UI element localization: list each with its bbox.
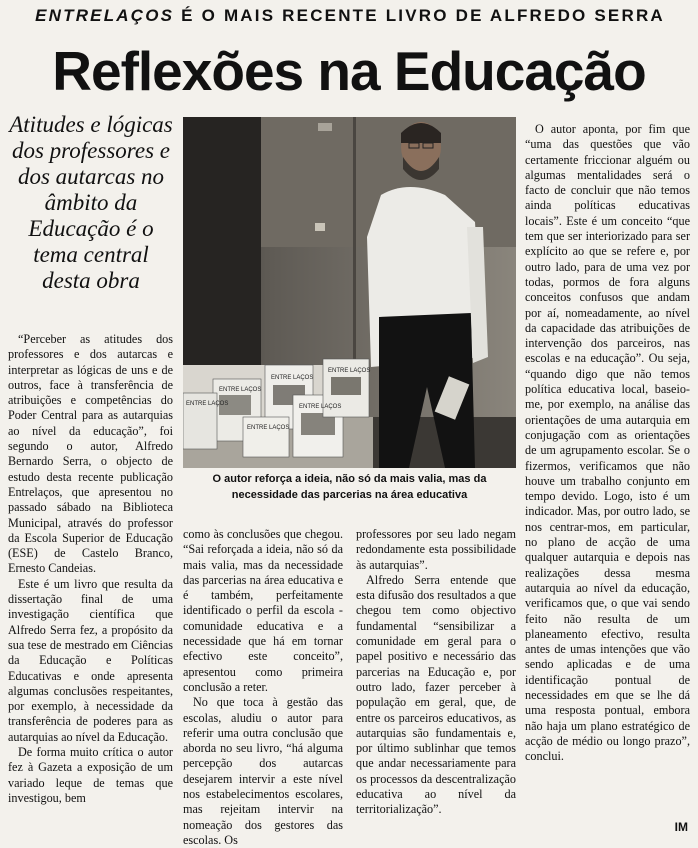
book-label: ENTRE LAÇOS	[219, 387, 262, 393]
headline: Reflexões na Educação	[52, 40, 646, 102]
author-photo	[183, 117, 516, 468]
article-column-2	[183, 527, 343, 848]
paragraph: O autor aponta, por fim que “uma das questões que vão certamente friccionar alguém ou algumas mentalidades será o facto de concluir que não temos ainda políticas educativas locais”. Este é um conceito “que tem que ser interiorizado para ser explícito ao que se refere e, por outro lado, para de uma vez por todas, pormos de fora alguns conceitos confusos que andam por aí, nomeadamente, ao nível da capacidade das atribuições de intervenção dos parceiros, nas escolas e na educação”. Ou seja, “quando digo que não temos política educativa local, baseio-me, por exemplo, na análise das orientações de uma autarquia em conjugação com as orientações de um agrupamento escolar. Se o fizermos, verificamos que não houve um trabalho conjunto em tempo devido. Logo, isto é um indicador. Mas, por outro lado, se nos centrar-mos, em particular, no plano de acção de uma qualquer autarquia e depois nas realizações dessa mesma autarquia ao nível da educação, verificamos que, o que vai sendo feito não resulta de um planeamento efectivo, resulta antes de umas intenções que vão sendo aplicadas e de uma identificação pontual de necessidades em que se lhe dá uma resposta pontual, embora não haja um plano estratégico de acção de médio ou longo prazo”, conclui.	[525, 122, 690, 764]
book-label: ENTRE LAÇOS	[247, 425, 290, 431]
article-column-4	[525, 122, 690, 764]
photo-caption: O autor reforça a ideia, não só da mais valia, mas da necessidade das parcerias na área educativa	[212, 473, 487, 501]
photo-illustration	[183, 117, 516, 468]
book-label: ENTRE LAÇOS	[328, 368, 371, 374]
article-column-1	[8, 332, 173, 806]
paragraph: Alfredo Serra entende que esta difusão dos resultados a que chegou tem como objectivo fundamental “sensibilizar a comunidade em geral para o papel positivo e necessário das parcerias na Educação e, por outro lado, fazer perceber à população em geral, que, de entre os parceiros educativos, as autarquias são fundamentais e, por último sublinhar que temos que andar necessariamente para os processos da descentralização educativa ao nível da territorialização”.	[356, 572, 516, 817]
paragraph: como às conclusões que chegou. “Sai reforçada a ideia, não só da mais valia, mas da necessidade das parcerias na área educativa e é também, perfeitamente identificado o perfil da escola - comunidade educativa e a necessidade que há em tornar efectivo este conceito”, apresentou como primeira conclusão a reter.	[183, 527, 343, 694]
deck: Atitudes e lógicas dos professores e dos autarcas no âmbito da Educação é o tema central desta obra	[9, 112, 173, 293]
article-column-3	[356, 527, 516, 818]
paragraph: professores por seu lado negam redondamente esta possibilidade às autarquias”.	[356, 527, 516, 572]
paragraph: “Perceber as atitudes dos professores e dos autarcas e interpretar as lógicas de uns e de outros, face à transferência de atribuições e competências do Poder Central para as autarquias ao nível da educação”, foi segundo o autor, Alfredo Bernardo Serra, o objecto de estudo desta recente publicação Entrelaços, que apresentou no passado sábado na Biblioteca Municipal, através do professor da Escola Superior de Educação (ESE) de Castelo Branco, Ernesto Candeias.	[8, 332, 173, 576]
book-label: ENTRE LAÇOS	[299, 404, 342, 410]
kicker-text: É O MAIS RECENTE LIVRO DE ALFREDO SERRA	[174, 6, 665, 25]
paragraph: Este é um livro que resulta da dissertação final de uma investigação científica que Alfredo Serra fez, a propósito da sua tese de mestrado em Ciências da Educação e Políticas Educativas e onde apresenta algumas conclusões respeitantes, por exemplo, à necessidade da transferência de poderes para as autarquias ao nível da Educação.	[8, 576, 173, 744]
kicker-book-title: ENTRELAÇOS	[35, 6, 175, 25]
kicker	[20, 6, 680, 26]
paragraph: De forma muito crítica o autor fez à Gazeta a exposição de um variado leque de temas que investigou, bem	[8, 745, 173, 805]
book-label: ENTRE LAÇOS	[271, 375, 314, 381]
paragraph: No que toca à gestão das escolas, aludiu o autor para referir uma outra conclusão que aborda no seu livro, “há alguma percepção dos autarcas desejarem intervir a este nível nos estabelecimentos escolares, mas rejeitam intervir na nomeação dos gestores das escolas. Os	[183, 695, 343, 847]
author-signature: IM	[674, 820, 688, 834]
book-label: ENTRE LAÇOS	[186, 401, 229, 407]
